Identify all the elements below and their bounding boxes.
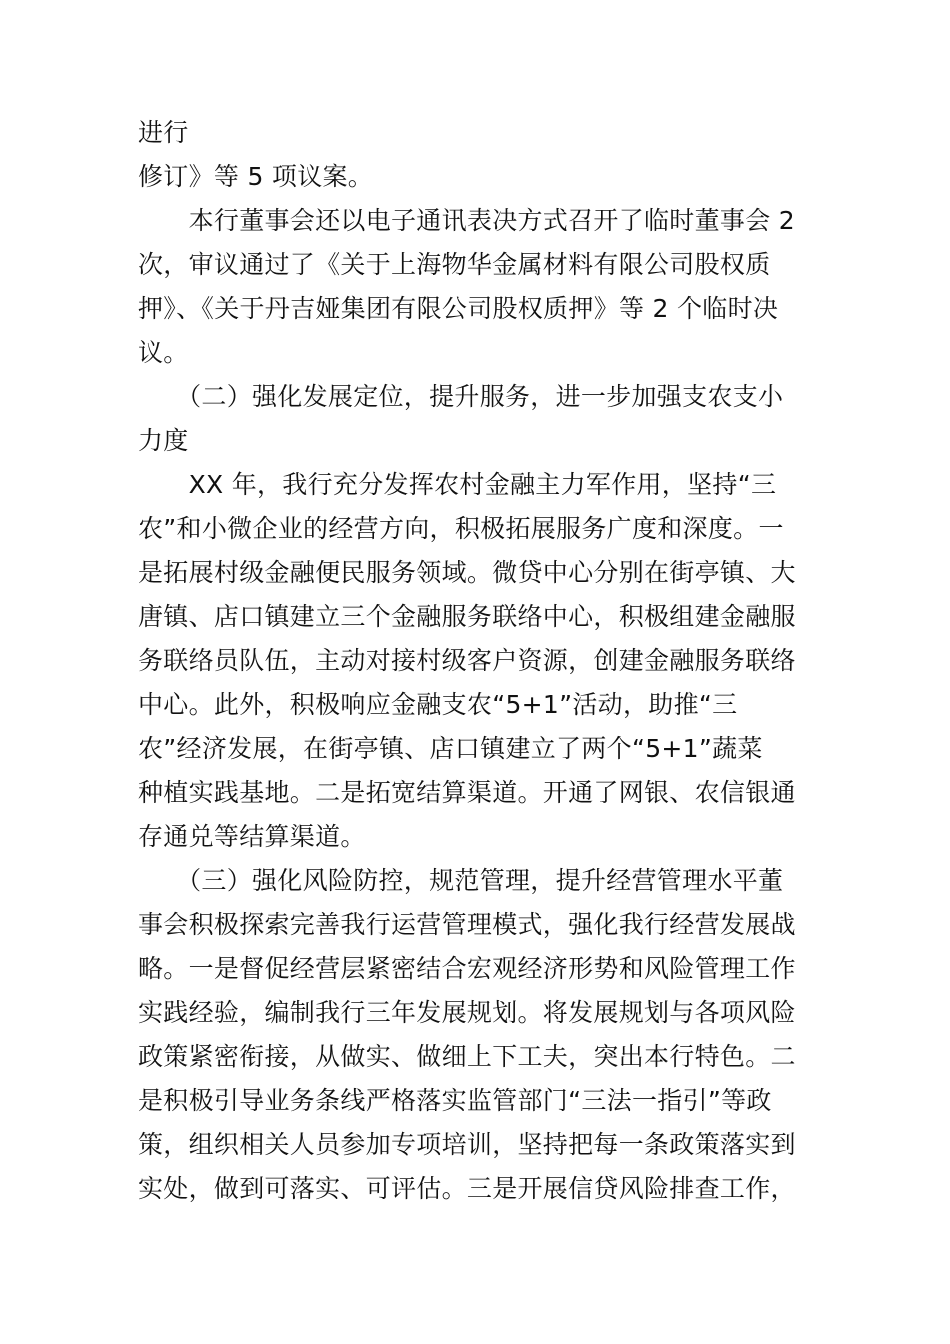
text-line: 唐镇、店口镇建立三个金融服务联络中心，积极组建金融服 [138,602,796,631]
text-line: 政策紧密衔接，从做实、做细上下工夫，突出本行特色。二 [138,1042,796,1071]
text-line: 事会积极探索完善我行运营管理模式，强化我行经营发展战 [138,910,796,939]
text-line: 农”和小微企业的经营方向，积极拓展服务广度和深度。一 [138,514,784,543]
section-heading: （二）强化发展定位，提升服务，进一步加强支农支小 [138,382,784,411]
text-line: 议。 [138,338,189,367]
text-line: 押》、《关于丹吉娅集团有限公司股权质押》等 2 个临时决 [138,294,779,323]
text-line: 存通兑等结算渠道。 [138,822,366,851]
text-line: 次，审议通过了《关于上海物华金属材料有限公司股权质 [138,250,771,279]
text-line: 策，组织相关人员参加专项培训，坚持把每一条政策落实到 [138,1130,796,1159]
section-heading: 力度 [138,426,189,455]
text-line: 进行 [138,118,189,147]
text-line: 是积极引导业务条线严格落实监管部门“三法一指引”等政 [138,1086,772,1115]
text-line: 是拓展村级金融便民服务领域。微贷中心分别在街亭镇、大 [138,558,796,587]
text-line: 实践经验，编制我行三年发展规划。将发展规划与各项风险 [138,998,796,1027]
text-line: XX 年，我行充分发挥农村金融主力军作用，坚持“三 [138,470,777,499]
text-line: 农”经济发展，在街亭镇、店口镇建立了两个“5+1”蔬菜 [138,734,763,763]
text-line: 略。一是督促经营层紧密结合宏观经济形势和风险管理工作 [138,954,796,983]
text-line: 修订》等 5 项议案。 [138,162,374,191]
text-line: 中心。此外，积极响应金融支农“5+1”活动，助推“三 [138,690,738,719]
section-heading: （三）强化风险防控，规范管理，提升经营管理水平董 [138,866,784,895]
text-line: 务联络员队伍，主动对接村级客户资源，创建金融服务联络 [138,646,796,675]
text-line: 实处，做到可落实、可评估。三是开展信贷风险排查工作， [138,1174,796,1203]
text-line: 种植实践基地。二是拓宽结算渠道。开通了网银、农信银通 [138,778,796,807]
text-line: 本行董事会还以电子通讯表决方式召开了临时董事会 2 [138,206,795,235]
